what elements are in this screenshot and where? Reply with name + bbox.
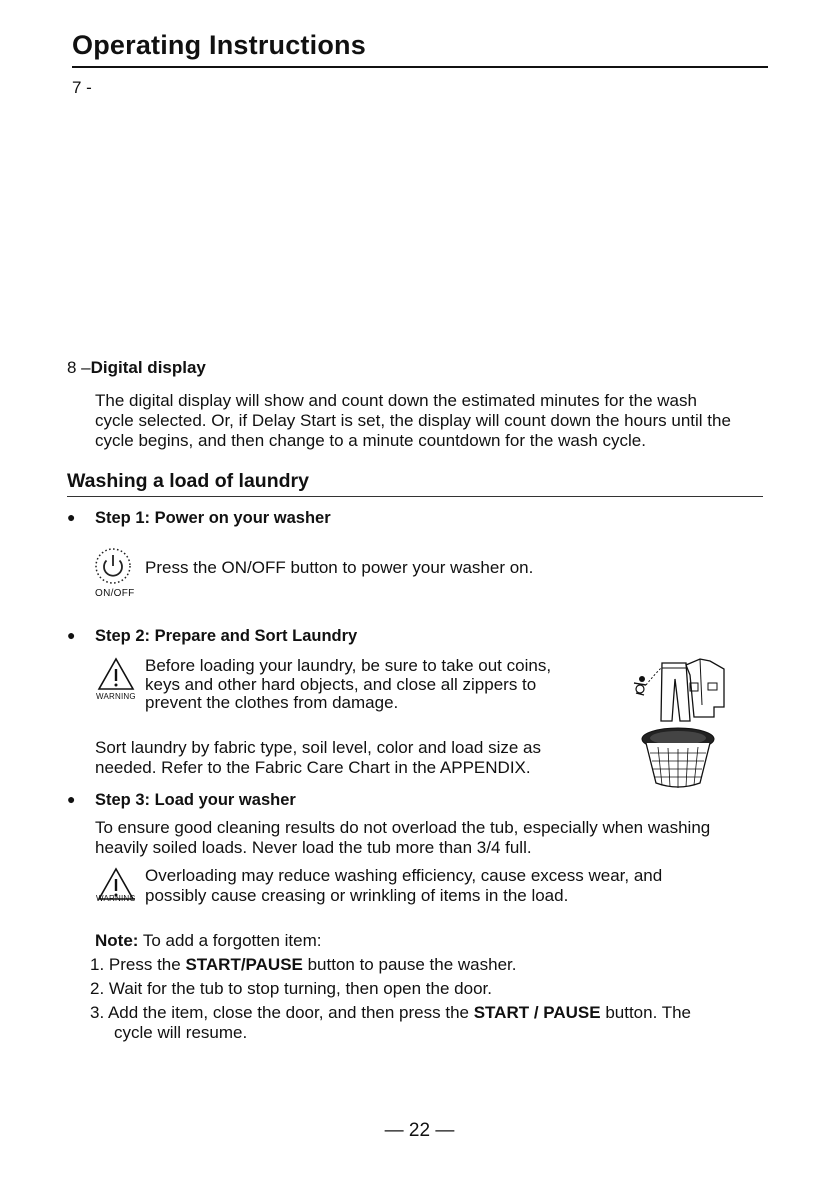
step-2-warning-text <box>145 657 605 713</box>
step-3-text <box>95 818 775 858</box>
section-heading: Washing a load of laundry <box>67 470 309 492</box>
page-number: — 22 — <box>384 1120 455 1141</box>
digital-display-heading <box>67 358 206 378</box>
note-text: To add a forgotten item: <box>138 931 322 950</box>
text-line: Sort laundry by fabric type, soil level, color and load size as <box>95 738 542 757</box>
bullet-icon: ● <box>67 509 76 525</box>
section-divider <box>67 496 763 497</box>
list-item: 3. Add the item, close the door, and then press the START / PAUSE button. The <box>90 1003 692 1022</box>
page-title: Operating Instructions <box>72 30 366 60</box>
text-line: Overloading may reduce washing efficiency, cause excess wear, and <box>145 866 663 885</box>
text-line: To ensure good cleaning results do not overload the tub, especially when washing <box>95 818 711 837</box>
digital-display-description <box>95 391 775 451</box>
on-off-label: ON/OFF <box>95 588 135 599</box>
item-8-prefix: 8 – <box>67 358 91 377</box>
power-icon <box>92 547 134 587</box>
list-item: 1. Press the START/PAUSE button to pause the washer. <box>90 955 517 974</box>
text-line: possibly cause creasing or wrinkling of items in the load. <box>145 886 569 905</box>
text-line: keys and other hard objects, and close all zippers to <box>145 674 537 694</box>
text-line: cycle selected. Or, if Delay Start is set, the display will count down the hours until the <box>95 411 731 430</box>
step-1-title: Step 1: Power on your washer <box>95 509 331 527</box>
step-2-heading <box>67 627 357 646</box>
text-line: prevent the clothes from damage. <box>145 693 399 712</box>
bullet-icon: ● <box>67 791 76 807</box>
item-8-title: Digital display <box>90 358 206 377</box>
step-3-warning-text <box>145 866 765 906</box>
warning-icon <box>96 655 136 695</box>
note-heading <box>95 931 321 951</box>
step-3-title: Step 3: Load your washer <box>95 791 296 809</box>
sort-laundry-text <box>95 738 595 778</box>
bullet-icon: ● <box>67 627 76 643</box>
text-line: heavily soiled loads. Never load the tub more than 3/4 full. <box>95 838 532 857</box>
warning-label: WARNING <box>96 692 136 701</box>
list-item-continuation: cycle will resume. <box>114 1023 248 1042</box>
clothes-illustration <box>628 655 728 727</box>
text-line: cycle begins, and then change to a minute countdown for the wash cycle. <box>95 431 646 450</box>
title-divider <box>72 66 768 68</box>
step-2-title: Step 2: Prepare and Sort Laundry <box>95 627 358 645</box>
note-steps-list <box>90 955 770 1047</box>
step-3-heading <box>67 791 296 810</box>
laundry-basket-illustration <box>640 725 716 791</box>
note-label: Note: <box>95 931 139 950</box>
text-line: needed. Refer to the Fabric Care Chart in the APPENDIX. <box>95 758 531 777</box>
list-item: 2. Wait for the tub to stop turning, then open the door. <box>90 979 492 998</box>
warning-label: WARNING <box>96 894 136 903</box>
text-line: Before loading your laundry, be sure to take out coins, <box>145 656 552 675</box>
text-line: The digital display will show and count down the estimated minutes for the wash <box>95 391 697 410</box>
step-1-heading <box>67 509 331 528</box>
item-7-label: 7 - <box>72 78 92 97</box>
step-1-text: Press the ON/OFF button to power your washer on. <box>145 558 534 577</box>
